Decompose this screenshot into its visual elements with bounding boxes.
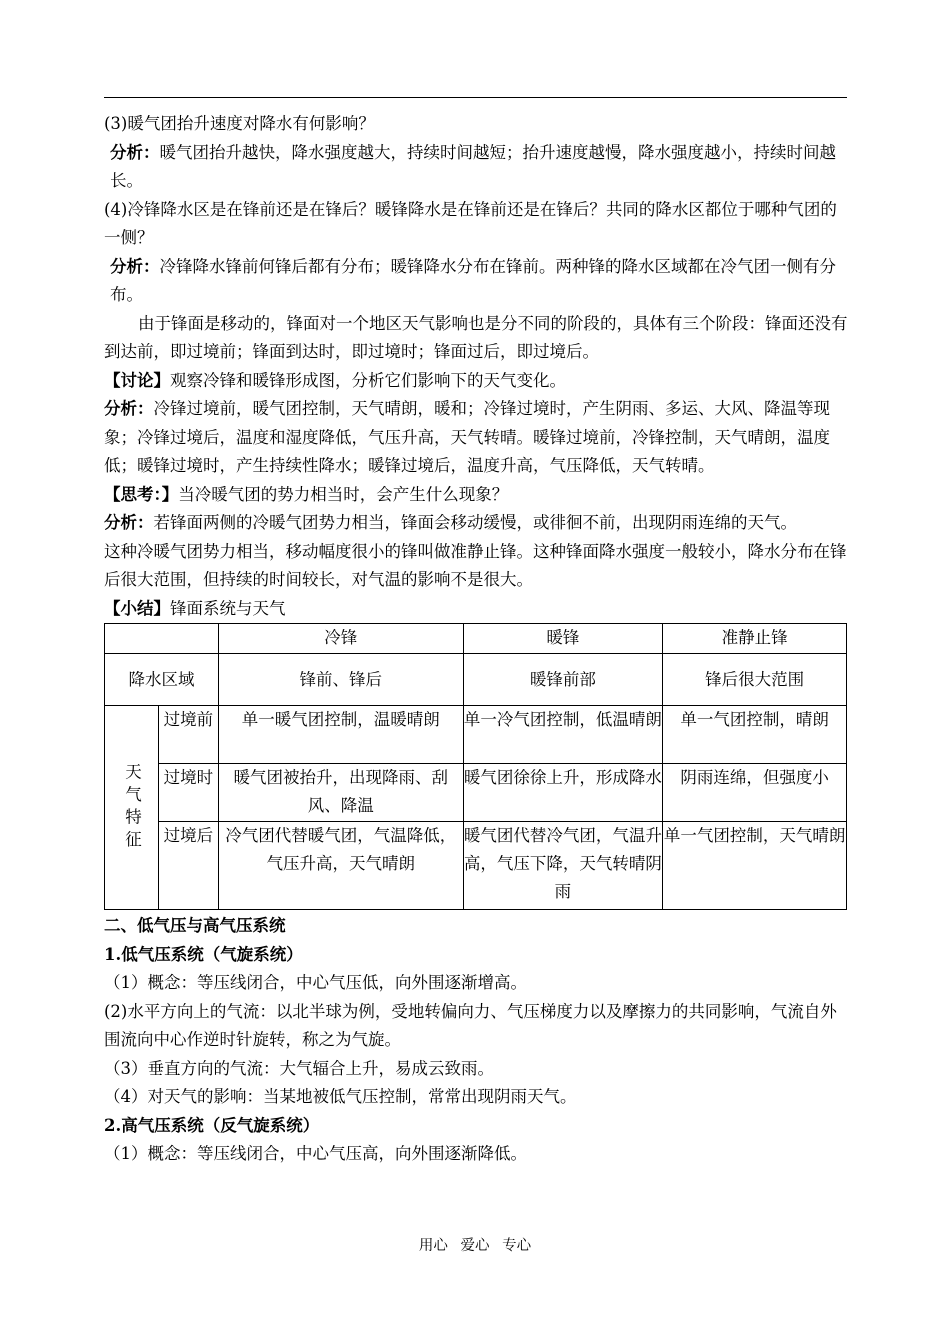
front-weather-table	[104, 623, 847, 910]
table-cell: 单一暖气团控制，温暖晴朗	[218, 706, 463, 764]
weather-feature-label: 天气特征	[105, 706, 159, 910]
table-cell: 单一气团控制，天气晴朗	[663, 822, 847, 910]
section-2-2-title: 2.高气压系统（反气旋系统）	[104, 1115, 320, 1135]
think	[104, 481, 850, 510]
summary-label: 【小结】	[104, 598, 170, 618]
table-header-row	[105, 624, 847, 654]
table-cell: 单一气团控制，晴朗	[663, 706, 847, 764]
table-cell: 锋后很大范围	[663, 654, 847, 706]
table-corner-cell	[105, 624, 219, 654]
header-rule	[104, 97, 847, 98]
paragraph-front-stages: 由于锋面是移动的，锋面对一个地区天气影响也是分不同的阶段的，具体有三个阶段：锋面还没有到达前，即过境前；锋面到达时，即过境时；锋面过后，即过境后。	[104, 313, 848, 361]
low-pressure-concept: （1）概念：等压线闭合，中心气压低，向外围逐渐增高。	[104, 973, 527, 992]
high-pressure-concept: （1）概念：等压线闭合，中心气压高，向外围逐渐降低。	[104, 1144, 527, 1163]
think-text: 当冷暖气团的势力相当时，会产生什么现象？	[178, 484, 509, 504]
table-cell: 锋前、锋后	[218, 654, 463, 706]
section-2-1-title: 1.低气压系统（气旋系统）	[104, 944, 303, 964]
table-cell: 暖气团代替冷气团，气温升高，气压下降，天气转晴阴雨	[463, 822, 663, 910]
stage-label: 过境时	[158, 764, 218, 822]
answer-6	[104, 509, 850, 538]
table-cell: 单一冷气团控制，低温晴朗	[463, 706, 663, 764]
header-warm-front: 暖锋	[463, 624, 663, 654]
answer-text: 若锋面两侧的冷暖气团势力相当，锋面会移动缓慢，或徘徊不前，出现阴雨连绵的天气。	[153, 513, 797, 532]
table-row	[105, 706, 847, 764]
answer-4	[104, 253, 850, 310]
low-pressure-horizontal: (2)水平方向上的气流：以北半球为例，受地转偏向力、气压梯度力以及摩擦力的共同影响，气流自外围流向中心作逆时针旋转，称之为气旋。	[104, 1001, 837, 1049]
table-row	[105, 764, 847, 822]
low-pressure-vertical: （3）垂直方向的气流：大气辐合上升，易成云致雨。	[104, 1058, 494, 1078]
answer-text: 冷锋降水锋前何锋后都有分布；暖锋降水分布在锋前。两种锋的降水区域都在冷气团一侧有分布。	[110, 256, 836, 304]
question-3: (3)暖气团抬升速度对降水有何影响？	[104, 114, 375, 133]
document-body	[104, 110, 850, 1169]
think-label: 【思考：】	[104, 484, 179, 504]
summary-text: 锋面系统与天气	[170, 598, 286, 618]
discussion-label: 【讨论】	[104, 370, 170, 390]
table-cell: 暖气团被抬升，出现降雨、刮风、降温	[218, 764, 463, 822]
question-4: (4)冷锋降水区是在锋前还是在锋后？暖锋降水是在锋前还是在锋后？共同的降水区都位于哪种气团的一侧？	[104, 199, 837, 247]
table-cell: 冷气团代替暖气团，气温降低，气压升高，天气晴朗	[218, 822, 463, 910]
header-cold-front: 冷锋	[218, 624, 463, 654]
analysis-label: 分析：	[104, 399, 154, 418]
table-cell: 暖气团徐徐上升，形成降水	[463, 764, 663, 822]
summary	[104, 595, 850, 624]
low-pressure-weather: （4）对天气的影响：当某地被低气压控制，常常出现阴雨天气。	[104, 1087, 577, 1106]
paragraph-stationary-front: 这种冷暖气团势力相当，移动幅度很小的锋叫做准静止锋。这种锋面降水强度一般较小，降水分布在锋后很大范围，但持续的时间较长，对气温的影响不是很大。	[104, 541, 847, 589]
discussion	[104, 367, 850, 396]
answer-text: 冷锋过境前，暖气团控制，天气晴朗，暖和；冷锋过境时，产生阴雨、多运、大风、降温等现象；冷锋过境后，温度和湿度降低，气压升高，天气转晴。暖锋过境前，冷锋控制，天气晴朗，温度低；暖锋过境时，产生持续性降水；暖锋过境后，温度升高，气压降低，天气转晴。	[104, 399, 830, 475]
table-cell: 阴雨连绵，但强度小	[663, 764, 847, 822]
answer-3	[104, 139, 850, 196]
table-cell: 暖锋前部	[463, 654, 663, 706]
section-2-title: 二、低气压与高气压系统	[104, 916, 286, 935]
answer-text: 暖气团抬升越快，降水强度越大，持续时间越短；抬升速度越慢，降水强度越小，持续时间越长。	[110, 142, 836, 190]
precip-label: 降水区域	[105, 654, 219, 706]
stage-label: 过境后	[158, 822, 218, 910]
discussion-text: 观察冷锋和暖锋形成图，分析它们影响下的天气变化。	[170, 370, 566, 390]
analysis-label: 分析：	[104, 513, 154, 532]
table-row-precip	[105, 654, 847, 706]
answer-5	[104, 395, 850, 481]
header-stationary-front: 准静止锋	[663, 624, 847, 654]
stage-label: 过境前	[158, 706, 218, 764]
table-row	[105, 822, 847, 910]
analysis-label: 分析：	[110, 142, 160, 162]
page-footer: 用心 爱心 专心	[418, 1238, 532, 1254]
analysis-label: 分析：	[110, 256, 160, 276]
